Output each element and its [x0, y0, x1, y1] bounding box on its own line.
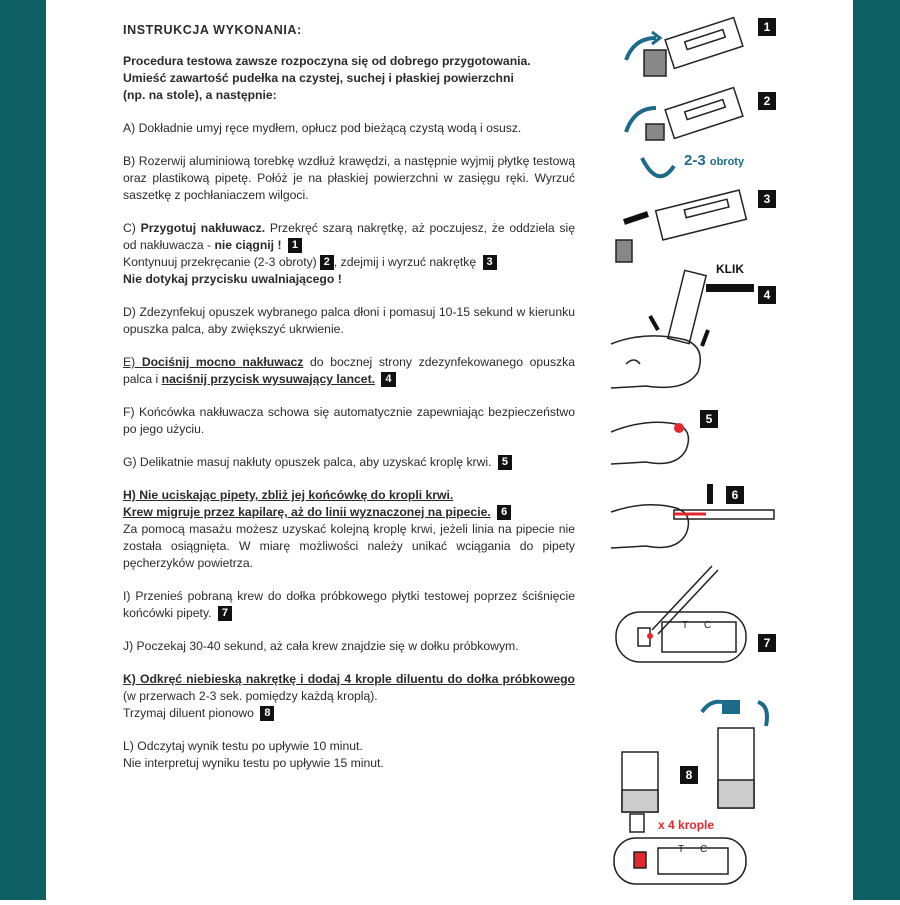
step-g-text: G) Delikatnie masuj nakłuty opuszek palca, aby uzyskać kroplę krwi.	[123, 455, 492, 469]
step-c-bold: Przygotuj nakłuwacz.	[140, 221, 266, 235]
step-c-bold3: Nie dotykaj przycisku uwalniającego !	[123, 272, 342, 286]
pipette-collect-drawing	[611, 484, 774, 548]
step-f: F) Końcówka nakłuwacza schowa się automatycznie zapewniając bezpieczeństwo po jego użyciu.	[123, 405, 575, 436]
step-e-bold: Dociśnij mocno nakłuwacz	[141, 355, 304, 369]
lancet-twist-2-drawing	[626, 88, 743, 177]
step-h-bold2: Krew migruje przez kapilarę, aż do linii wyznaczonej na pipecie.	[123, 505, 491, 519]
test-cassette-apply-drawing	[616, 566, 746, 662]
step-badge: 6	[497, 505, 511, 520]
rotation-count: 2-3	[684, 152, 706, 169]
t-line-label: T	[678, 844, 685, 855]
step-h-bold: H) Nie uciskając pipety, zbliż jej końcówkę do kropli krwi.	[123, 488, 454, 502]
t-line-label: T	[682, 620, 689, 631]
illustration-badge: 3	[758, 190, 776, 208]
step-e	[123, 354, 575, 388]
illustration-badge: 7	[758, 634, 776, 652]
step-c-text3: , zdejmij i wyrzuć nakrętkę	[333, 255, 477, 269]
drops-label: x 4 krople	[658, 818, 715, 832]
step-badge: 3	[483, 255, 497, 270]
step-k-bold: K) Odkręć niebieską nakrętkę i dodaj 4 krople diluentu do dołka próbkowego	[123, 672, 575, 686]
intro-line: Umieść zawartość pudełka na czystej, suchej i płaskiej powierzchni	[123, 71, 514, 85]
rotation-word: obroty	[709, 156, 745, 168]
finger-lancet-press-drawing	[611, 270, 754, 388]
intro-line: (np. na stole), a następnie:	[123, 88, 277, 102]
intro-paragraph	[123, 53, 575, 104]
instructions-text	[123, 22, 575, 788]
step-c-prefix: C)	[123, 221, 141, 235]
step-a: A) Dokładnie umyj ręce mydłem, opłucz pod bieżącą czystą wodą i osusz.	[123, 121, 522, 135]
rotation-label	[684, 152, 744, 169]
step-c-text2: Kontynuuj przekręcanie (2-3 obroty)	[123, 255, 317, 269]
c-line-label: C	[700, 844, 708, 855]
finger-blood-drop-drawing	[611, 422, 688, 464]
right-border	[853, 0, 900, 900]
step-badge: 2	[320, 255, 334, 270]
illustration-badge: 1	[758, 18, 776, 36]
lancet-cap-remove-drawing	[616, 190, 746, 262]
step-d: D) Zdezynfekuj opuszek wybranego palca dłoni i pomasuj 10-15 sekund w kierunku opuszka palca, aby zwiększyć ukrwienie.	[123, 305, 575, 336]
step-l	[123, 738, 575, 772]
click-label: KLIK	[716, 262, 744, 276]
step-badge: 7	[218, 606, 232, 621]
illustration-badge: 5	[700, 410, 718, 428]
step-j: J) Poczekaj 30-40 sekund, aż cała krew znajdzie się w dołku próbkowym.	[123, 639, 519, 653]
step-c-bold2: nie ciągnij !	[214, 238, 282, 252]
page-title: INSTRUKCJA WYKONANIA:	[123, 23, 302, 37]
step-k	[123, 671, 575, 722]
step-badge: 8	[260, 706, 274, 721]
illustration-badge: 4	[758, 286, 776, 304]
lancet-cap-twist-drawing	[626, 18, 743, 76]
illustration-badge: 2	[758, 92, 776, 110]
step-k-text: (w przerwach 2-3 sek. pomiędzy każdą kroplą).	[123, 689, 378, 703]
step-b: B) Rozerwij aluminiową torebkę wzdłuż krawędzi, a następnie wyjmij płytkę testową oraz plastikową pipetę. Połóż je na płaskiej powierzchni w zasięgu ręki. Wyrzuć saszetkę z pochłaniaczem wilgoci.	[123, 154, 575, 202]
step-e-text: do bocznej strony zdezynfekowanego opuszka palca i	[123, 355, 576, 386]
step-g	[123, 454, 575, 471]
step-i-text: I) Przenieś pobraną krew do dołka próbkowego płytki testowej poprzez ściśnięcie końcówki pipety.	[123, 589, 575, 620]
instruction-page	[46, 0, 853, 900]
step-e-bold2: naciśnij przycisk wysuwający lancet.	[161, 372, 376, 386]
step-h	[123, 487, 575, 572]
diluent-drops-drawing	[614, 700, 767, 884]
left-border	[0, 0, 46, 900]
step-e-prefix: E)	[123, 355, 142, 369]
step-badge: 5	[498, 455, 512, 470]
intro-line: Procedura testowa zawsze rozpoczyna się od dobrego przygotowania.	[123, 54, 531, 68]
step-badge: 4	[381, 372, 395, 387]
step-l-line1: L) Odczytaj wynik testu po upływie 10 minut.	[123, 739, 363, 753]
step-c	[123, 220, 575, 288]
step-i	[123, 588, 575, 622]
illustration-badge: 6	[726, 486, 744, 504]
step-badge: 1	[288, 238, 302, 253]
step-c-text: Przekręć szarą nakrętkę, aż poczujesz, że oddziela się od nakłuwacza -	[123, 221, 575, 252]
illustration-badge: 8	[680, 766, 698, 784]
c-line-label: C	[704, 620, 712, 631]
step-l-line2: Nie interpretuj wyniku testu po upływie 15 minut.	[123, 756, 384, 770]
step-h-text: Za pomocą masażu możesz uzyskać kolejną kroplę krwi, jeżeli linia na pipecie nie została osiągnięta. W miarę możliwości należy unikać wciągania do pipety pęcherzyków powietrza.	[123, 522, 575, 570]
step-k-text2: Trzymaj diluent pionowo	[123, 706, 254, 720]
